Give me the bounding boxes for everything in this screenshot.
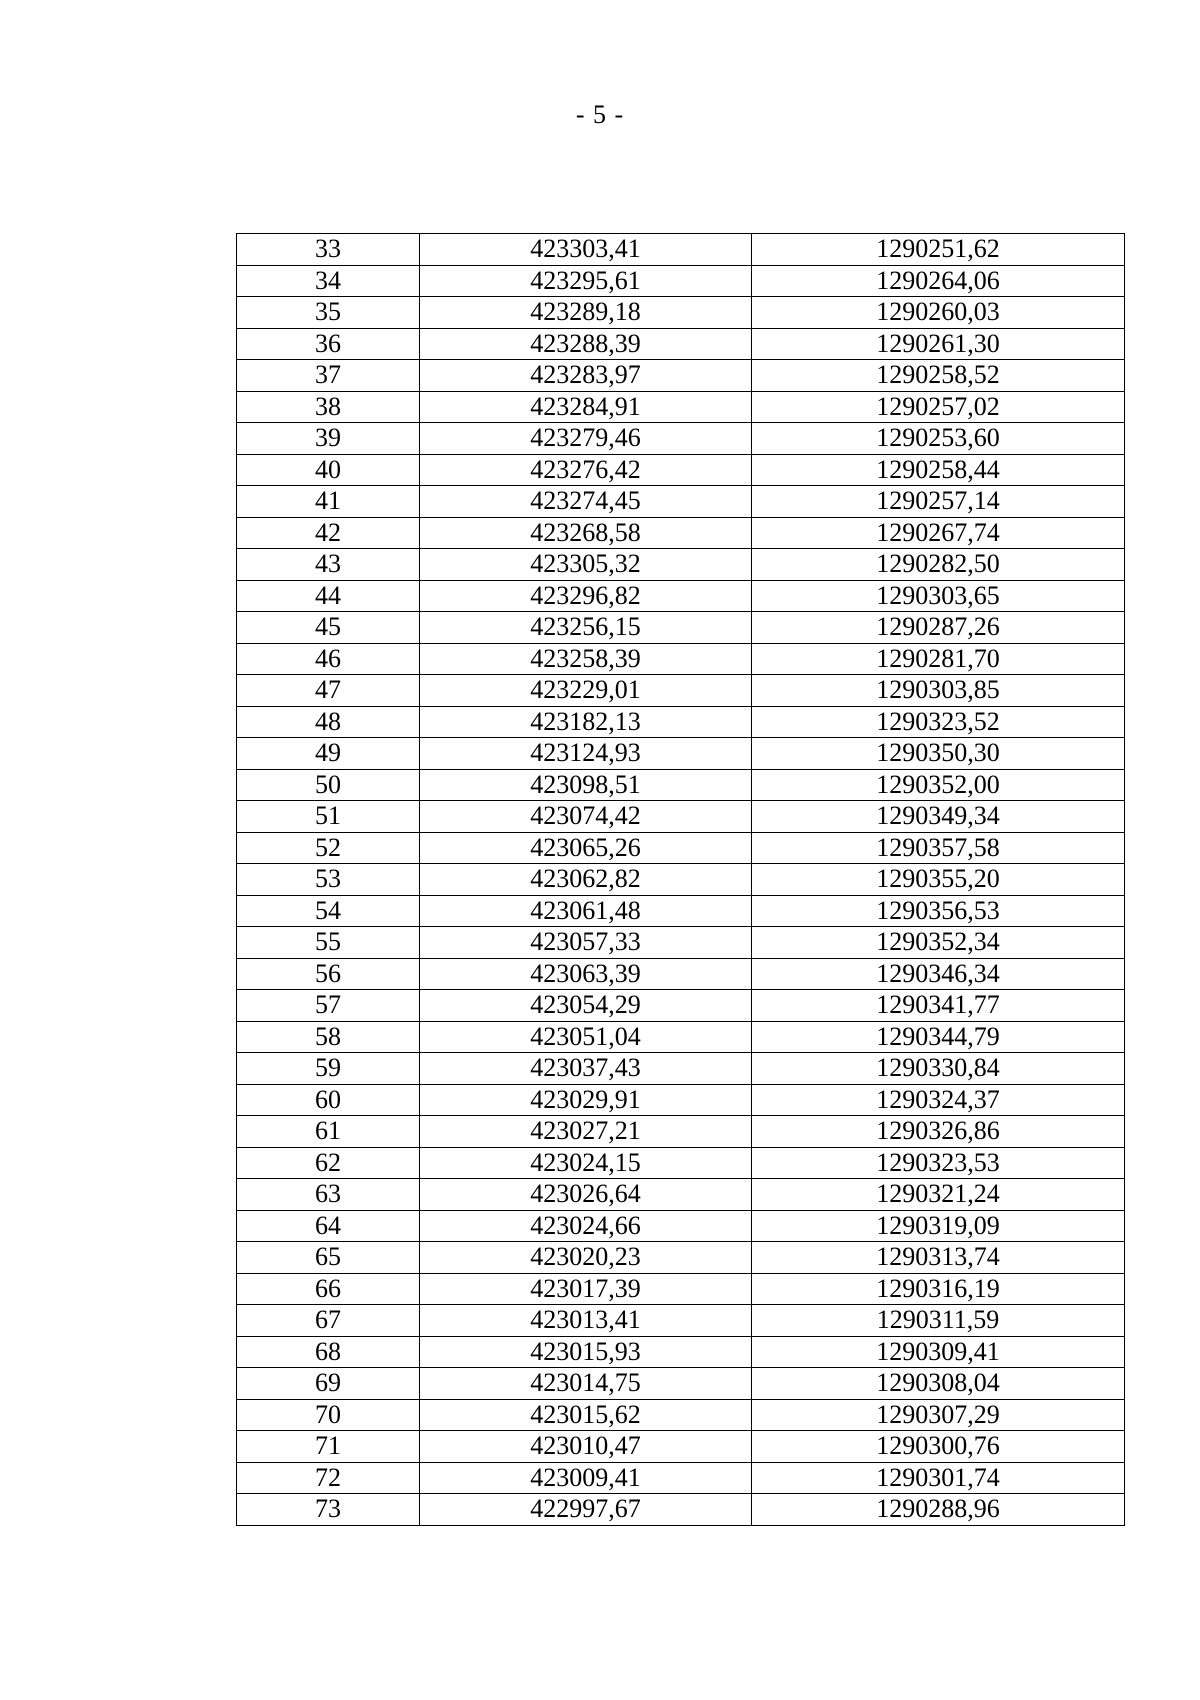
y-coordinate-cell: 1290257,14 [752, 486, 1125, 518]
table-row [237, 1305, 1125, 1337]
y-coordinate-cell: 1290313,74 [752, 1242, 1125, 1274]
point-number-cell: 43 [237, 549, 420, 581]
y-coordinate-cell: 1290323,53 [752, 1147, 1125, 1179]
y-coordinate-cell: 1290264,06 [752, 265, 1125, 297]
table-row [237, 958, 1125, 990]
table-row [237, 1021, 1125, 1053]
table-row [237, 234, 1125, 266]
table-row [237, 1462, 1125, 1494]
x-coordinate-cell: 423061,48 [420, 895, 752, 927]
x-coordinate-cell: 423024,66 [420, 1210, 752, 1242]
x-coordinate-cell: 423305,32 [420, 549, 752, 581]
y-coordinate-cell: 1290261,30 [752, 328, 1125, 360]
y-coordinate-cell: 1290356,53 [752, 895, 1125, 927]
x-coordinate-cell: 423057,33 [420, 927, 752, 959]
point-number-cell: 69 [237, 1368, 420, 1400]
x-coordinate-cell: 423029,91 [420, 1084, 752, 1116]
y-coordinate-cell: 1290258,44 [752, 454, 1125, 486]
table-row [237, 328, 1125, 360]
point-number-cell: 35 [237, 297, 420, 329]
table-row [237, 360, 1125, 392]
point-number-cell: 68 [237, 1336, 420, 1368]
point-number-cell: 54 [237, 895, 420, 927]
point-number-cell: 53 [237, 864, 420, 896]
y-coordinate-cell: 1290349,34 [752, 801, 1125, 833]
table-row [237, 990, 1125, 1022]
x-coordinate-cell: 423256,15 [420, 612, 752, 644]
point-number-cell: 65 [237, 1242, 420, 1274]
point-number-cell: 60 [237, 1084, 420, 1116]
x-coordinate-cell: 423268,58 [420, 517, 752, 549]
x-coordinate-cell: 423074,42 [420, 801, 752, 833]
x-coordinate-cell: 423024,15 [420, 1147, 752, 1179]
x-coordinate-cell: 423303,41 [420, 234, 752, 266]
table-row [237, 643, 1125, 675]
point-number-cell: 40 [237, 454, 420, 486]
x-coordinate-cell: 423283,97 [420, 360, 752, 392]
x-coordinate-cell: 423051,04 [420, 1021, 752, 1053]
point-number-cell: 39 [237, 423, 420, 455]
y-coordinate-cell: 1290253,60 [752, 423, 1125, 455]
table-row [237, 612, 1125, 644]
point-number-cell: 38 [237, 391, 420, 423]
x-coordinate-cell: 423289,18 [420, 297, 752, 329]
y-coordinate-cell: 1290258,52 [752, 360, 1125, 392]
table-row [237, 1242, 1125, 1274]
y-coordinate-cell: 1290323,52 [752, 706, 1125, 738]
point-number-cell: 34 [237, 265, 420, 297]
point-number-cell: 59 [237, 1053, 420, 1085]
y-coordinate-cell: 1290309,41 [752, 1336, 1125, 1368]
y-coordinate-cell: 1290251,62 [752, 234, 1125, 266]
table-row [237, 738, 1125, 770]
y-coordinate-cell: 1290301,74 [752, 1462, 1125, 1494]
table-row [237, 1116, 1125, 1148]
x-coordinate-cell: 423015,93 [420, 1336, 752, 1368]
x-coordinate-cell: 423182,13 [420, 706, 752, 738]
table-row [237, 1273, 1125, 1305]
table-row [237, 895, 1125, 927]
table-row [237, 1336, 1125, 1368]
point-number-cell: 50 [237, 769, 420, 801]
table-row [237, 1494, 1125, 1526]
point-number-cell: 56 [237, 958, 420, 990]
table-row [237, 1179, 1125, 1211]
point-number-cell: 58 [237, 1021, 420, 1053]
table-row [237, 1053, 1125, 1085]
coordinates-table-body [237, 234, 1125, 1526]
y-coordinate-cell: 1290260,03 [752, 297, 1125, 329]
table-row [237, 769, 1125, 801]
point-number-cell: 55 [237, 927, 420, 959]
table-row [237, 265, 1125, 297]
y-coordinate-cell: 1290303,65 [752, 580, 1125, 612]
x-coordinate-cell: 423009,41 [420, 1462, 752, 1494]
point-number-cell: 47 [237, 675, 420, 707]
x-coordinate-cell: 423054,29 [420, 990, 752, 1022]
table-row [237, 423, 1125, 455]
x-coordinate-cell: 423276,42 [420, 454, 752, 486]
x-coordinate-cell: 423098,51 [420, 769, 752, 801]
point-number-cell: 70 [237, 1399, 420, 1431]
table-row [237, 1368, 1125, 1400]
x-coordinate-cell: 423274,45 [420, 486, 752, 518]
x-coordinate-cell: 423013,41 [420, 1305, 752, 1337]
y-coordinate-cell: 1290307,29 [752, 1399, 1125, 1431]
y-coordinate-cell: 1290319,09 [752, 1210, 1125, 1242]
x-coordinate-cell: 423014,75 [420, 1368, 752, 1400]
table-row [237, 801, 1125, 833]
y-coordinate-cell: 1290282,50 [752, 549, 1125, 581]
coordinates-table [236, 233, 1125, 1526]
y-coordinate-cell: 1290311,59 [752, 1305, 1125, 1337]
x-coordinate-cell: 423020,23 [420, 1242, 752, 1274]
page-number: - 5 - [575, 100, 625, 129]
x-coordinate-cell: 423279,46 [420, 423, 752, 455]
table-row [237, 1431, 1125, 1463]
table-row [237, 391, 1125, 423]
table-row [237, 454, 1125, 486]
point-number-cell: 44 [237, 580, 420, 612]
y-coordinate-cell: 1290330,84 [752, 1053, 1125, 1085]
x-coordinate-cell: 423010,47 [420, 1431, 752, 1463]
y-coordinate-cell: 1290281,70 [752, 643, 1125, 675]
x-coordinate-cell: 423288,39 [420, 328, 752, 360]
point-number-cell: 48 [237, 706, 420, 738]
point-number-cell: 36 [237, 328, 420, 360]
point-number-cell: 46 [237, 643, 420, 675]
y-coordinate-cell: 1290257,02 [752, 391, 1125, 423]
y-coordinate-cell: 1290326,86 [752, 1116, 1125, 1148]
y-coordinate-cell: 1290288,96 [752, 1494, 1125, 1526]
x-coordinate-cell: 423037,43 [420, 1053, 752, 1085]
point-number-cell: 33 [237, 234, 420, 266]
x-coordinate-cell: 423065,26 [420, 832, 752, 864]
table-row [237, 297, 1125, 329]
y-coordinate-cell: 1290303,85 [752, 675, 1125, 707]
table-row [237, 832, 1125, 864]
point-number-cell: 52 [237, 832, 420, 864]
point-number-cell: 63 [237, 1179, 420, 1211]
point-number-cell: 41 [237, 486, 420, 518]
table-row [237, 486, 1125, 518]
x-coordinate-cell: 423063,39 [420, 958, 752, 990]
y-coordinate-cell: 1290316,19 [752, 1273, 1125, 1305]
point-number-cell: 62 [237, 1147, 420, 1179]
y-coordinate-cell: 1290267,74 [752, 517, 1125, 549]
y-coordinate-cell: 1290344,79 [752, 1021, 1125, 1053]
y-coordinate-cell: 1290346,34 [752, 958, 1125, 990]
y-coordinate-cell: 1290341,77 [752, 990, 1125, 1022]
y-coordinate-cell: 1290324,37 [752, 1084, 1125, 1116]
table-row [237, 580, 1125, 612]
y-coordinate-cell: 1290321,24 [752, 1179, 1125, 1211]
point-number-cell: 49 [237, 738, 420, 770]
y-coordinate-cell: 1290352,34 [752, 927, 1125, 959]
y-coordinate-cell: 1290350,30 [752, 738, 1125, 770]
x-coordinate-cell: 423015,62 [420, 1399, 752, 1431]
table-row [237, 706, 1125, 738]
point-number-cell: 73 [237, 1494, 420, 1526]
point-number-cell: 61 [237, 1116, 420, 1148]
x-coordinate-cell: 423284,91 [420, 391, 752, 423]
y-coordinate-cell: 1290357,58 [752, 832, 1125, 864]
table-row [237, 1210, 1125, 1242]
point-number-cell: 42 [237, 517, 420, 549]
table-row [237, 549, 1125, 581]
y-coordinate-cell: 1290287,26 [752, 612, 1125, 644]
y-coordinate-cell: 1290355,20 [752, 864, 1125, 896]
x-coordinate-cell: 422997,67 [420, 1494, 752, 1526]
y-coordinate-cell: 1290300,76 [752, 1431, 1125, 1463]
table-row [237, 864, 1125, 896]
point-number-cell: 72 [237, 1462, 420, 1494]
point-number-cell: 51 [237, 801, 420, 833]
point-number-cell: 71 [237, 1431, 420, 1463]
x-coordinate-cell: 423229,01 [420, 675, 752, 707]
point-number-cell: 66 [237, 1273, 420, 1305]
x-coordinate-cell: 423062,82 [420, 864, 752, 896]
point-number-cell: 37 [237, 360, 420, 392]
table-row [237, 1084, 1125, 1116]
point-number-cell: 64 [237, 1210, 420, 1242]
point-number-cell: 67 [237, 1305, 420, 1337]
table-row [237, 675, 1125, 707]
x-coordinate-cell: 423296,82 [420, 580, 752, 612]
point-number-cell: 57 [237, 990, 420, 1022]
y-coordinate-cell: 1290352,00 [752, 769, 1125, 801]
x-coordinate-cell: 423295,61 [420, 265, 752, 297]
table-row [237, 517, 1125, 549]
point-number-cell: 45 [237, 612, 420, 644]
y-coordinate-cell: 1290308,04 [752, 1368, 1125, 1400]
x-coordinate-cell: 423027,21 [420, 1116, 752, 1148]
table-row [237, 1147, 1125, 1179]
table-row [237, 1399, 1125, 1431]
x-coordinate-cell: 423258,39 [420, 643, 752, 675]
table-row [237, 927, 1125, 959]
x-coordinate-cell: 423124,93 [420, 738, 752, 770]
x-coordinate-cell: 423026,64 [420, 1179, 752, 1211]
x-coordinate-cell: 423017,39 [420, 1273, 752, 1305]
